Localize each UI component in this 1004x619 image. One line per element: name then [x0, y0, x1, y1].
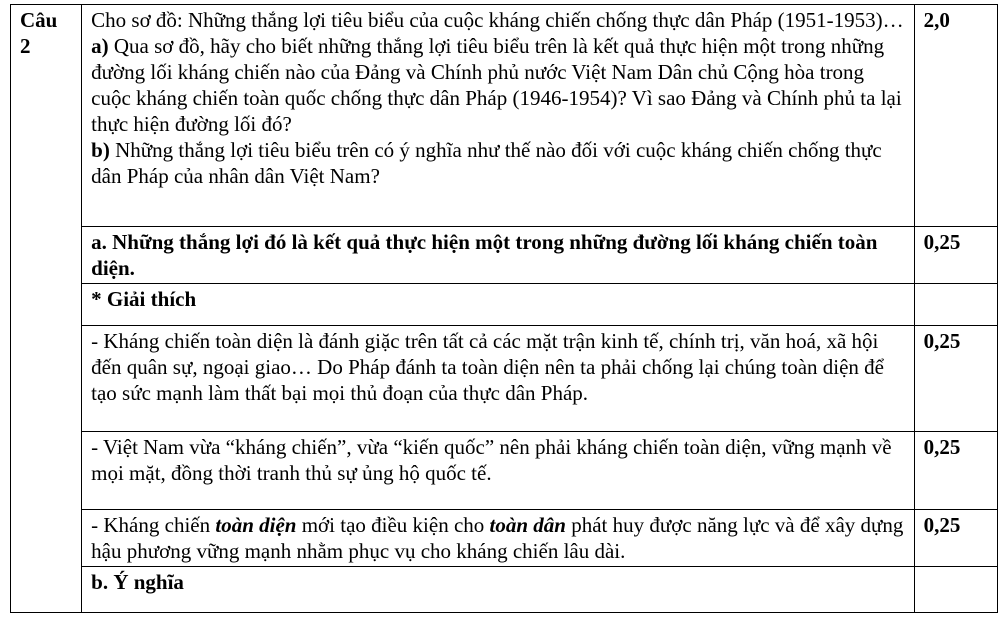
- explanation-heading-score: [914, 284, 997, 326]
- question-label: Câu: [20, 8, 58, 32]
- meaning-heading-row: [11, 567, 998, 613]
- question-score: 2,0: [914, 5, 997, 227]
- explanation-3-emphasis-1: toàn diện: [215, 513, 297, 537]
- explanation-heading-row: [11, 284, 998, 326]
- question-number-cell: [11, 5, 82, 613]
- explanation-2-text: - Việt Nam vừa “kháng chiến”, vừa “kiến quốc” nên phải kháng chiến toàn diện, vững mạnh về mọi mặt, đồng thời tranh thủ sự ủng hộ quốc tế.: [82, 432, 914, 510]
- question-number: 2: [20, 34, 31, 58]
- explanation-row-2: [11, 432, 998, 510]
- explanation-1-score: 0,25: [914, 326, 997, 432]
- answer-a-text: a. Những thắng lợi đó là kết quả thực hiện một trong những đường lối kháng chiến toàn diện.: [82, 227, 914, 284]
- explanation-3-emphasis-2: toàn dân: [489, 513, 566, 537]
- explanation-row-1: [11, 326, 998, 432]
- question-text-cell: [82, 5, 914, 227]
- meaning-heading: b. Ý nghĩa: [82, 567, 914, 613]
- answer-key-table: [10, 4, 998, 613]
- meaning-heading-score: [914, 567, 997, 613]
- explanation-heading: * Giải thích: [82, 284, 914, 326]
- explanation-2-score: 0,25: [914, 432, 997, 510]
- explanation-3-score: 0,25: [914, 510, 997, 567]
- answer-a-score: 0,25: [914, 227, 997, 284]
- explanation-row-3: [11, 510, 998, 567]
- question-part-a: [91, 33, 906, 137]
- explanation-1-text: - Kháng chiến toàn diện là đánh giặc trên tất cả các mặt trận kinh tế, chính trị, văn hoá, xã hội đến quân sự, ngoại giao… Do Pháp đánh ta toàn diện nên ta phải chống lại chúng toàn diện để tạo sức mạnh làm thất bại mọi thủ đoạn của thực dân Pháp.: [82, 326, 914, 432]
- part-b-label: b): [91, 138, 110, 162]
- question-intro: Cho sơ đồ: Những thắng lợi tiêu biểu của cuộc kháng chiến chống thực dân Pháp (1951-1953)…: [91, 8, 904, 32]
- explanation-3-pre: - Kháng chiến: [91, 513, 216, 537]
- question-part-b: [91, 137, 906, 189]
- part-a-label: a): [91, 34, 109, 58]
- part-b-text: Những thắng lợi tiêu biểu trên có ý nghĩa như thế nào đối với cuộc kháng chiến chống thực dân Pháp của nhân dân Việt Nam?: [91, 138, 882, 188]
- answer-row-a: [11, 227, 998, 284]
- explanation-3-mid: mới tạo điều kiện cho: [296, 513, 490, 537]
- part-a-text: Qua sơ đồ, hãy cho biết những thắng lợi tiêu biểu trên là kết quả thực hiện một trong những đường lối kháng chiến nào của Đảng và Chính phủ nước Việt Nam Dân chủ Cộng hòa trong cuộc kháng chiến toàn quốc chống thực dân Pháp (1946-1954)? Vì sao Đảng và Chính phủ ta lại thực hiện đường lối đó?: [91, 34, 902, 136]
- explanation-3-text: [82, 510, 914, 567]
- question-row: [11, 5, 998, 227]
- explanation-3-post: phát huy được năng lực và để xây dựng hậu phương vững mạnh nhằm phục vụ cho kháng chiến lâu dài.: [91, 513, 904, 563]
